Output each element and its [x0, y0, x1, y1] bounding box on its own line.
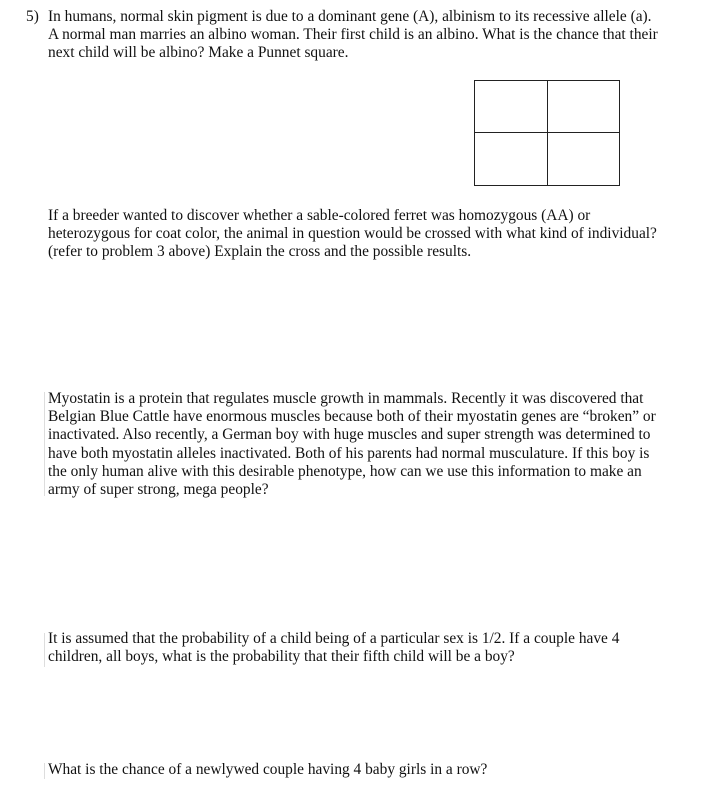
- myostatin-question-line: the only human alive with this desirable phenotype, how can we use this information to make an: [48, 462, 642, 480]
- ferret-question-text: [48, 207, 698, 262]
- question-5-line: next child will be albino? Make a Punnet square.: [48, 44, 349, 62]
- girls-question-line: What is the chance of a newlywed couple having 4 baby girls in a row?: [48, 761, 488, 778]
- punnett-divider: [475, 132, 619, 133]
- margin-line: [44, 392, 45, 496]
- myostatin-question-line: have both myostatin alleles inactivated. Both of his parents had normal musculature. If this boy is: [48, 444, 650, 462]
- punnett-cell[interactable]: [475, 133, 546, 184]
- punnett-cell[interactable]: [548, 81, 619, 132]
- punnett-square: [474, 80, 620, 186]
- sex-probability-question-line: It is assumed that the probability of a child being of a particular sex is 1/2. If a couple have 4: [48, 630, 620, 647]
- myostatin-question-text: [48, 390, 698, 499]
- myostatin-question-line: Belgian Blue Cattle have enormous muscles because both of their myostatin genes are “broken” or: [48, 408, 656, 426]
- question-number: 5): [26, 8, 39, 25]
- punnett-cell[interactable]: [548, 133, 619, 184]
- sex-probability-question-line: children, all boys, what is the probability that their fifth child will be a boy?: [48, 648, 515, 666]
- margin-line: [44, 763, 45, 779]
- ferret-question-line: (refer to problem 3 above) Explain the cross and the possible results.: [48, 243, 472, 261]
- question-5-line: A normal man marries an albino woman. Their first child is an albino. What is the chance that their: [48, 26, 658, 44]
- question-5-line: In humans, normal skin pigment is due to a dominant gene (A), albinism to its recessive allele (a).: [48, 8, 652, 25]
- ferret-question-line: If a breeder wanted to discover whether a sable-colored ferret was homozygous (AA) or: [48, 207, 591, 224]
- ferret-question-line: heterozygous for coat color, the animal in question would be crossed with what kind of individual?: [48, 225, 657, 243]
- question-5-text: [48, 8, 698, 63]
- myostatin-question-line: army of super strong, mega people?: [48, 481, 269, 499]
- sex-probability-question-text: [48, 630, 698, 666]
- myostatin-question-line: inactivated. Also recently, a German boy with huge muscles and super strength was determined to: [48, 426, 651, 444]
- girls-question-text: [48, 761, 698, 779]
- punnett-cell[interactable]: [475, 81, 546, 132]
- margin-line: [44, 633, 45, 667]
- myostatin-question-line: Myostatin is a protein that regulates muscle growth in mammals. Recently it was discovered that: [48, 390, 644, 407]
